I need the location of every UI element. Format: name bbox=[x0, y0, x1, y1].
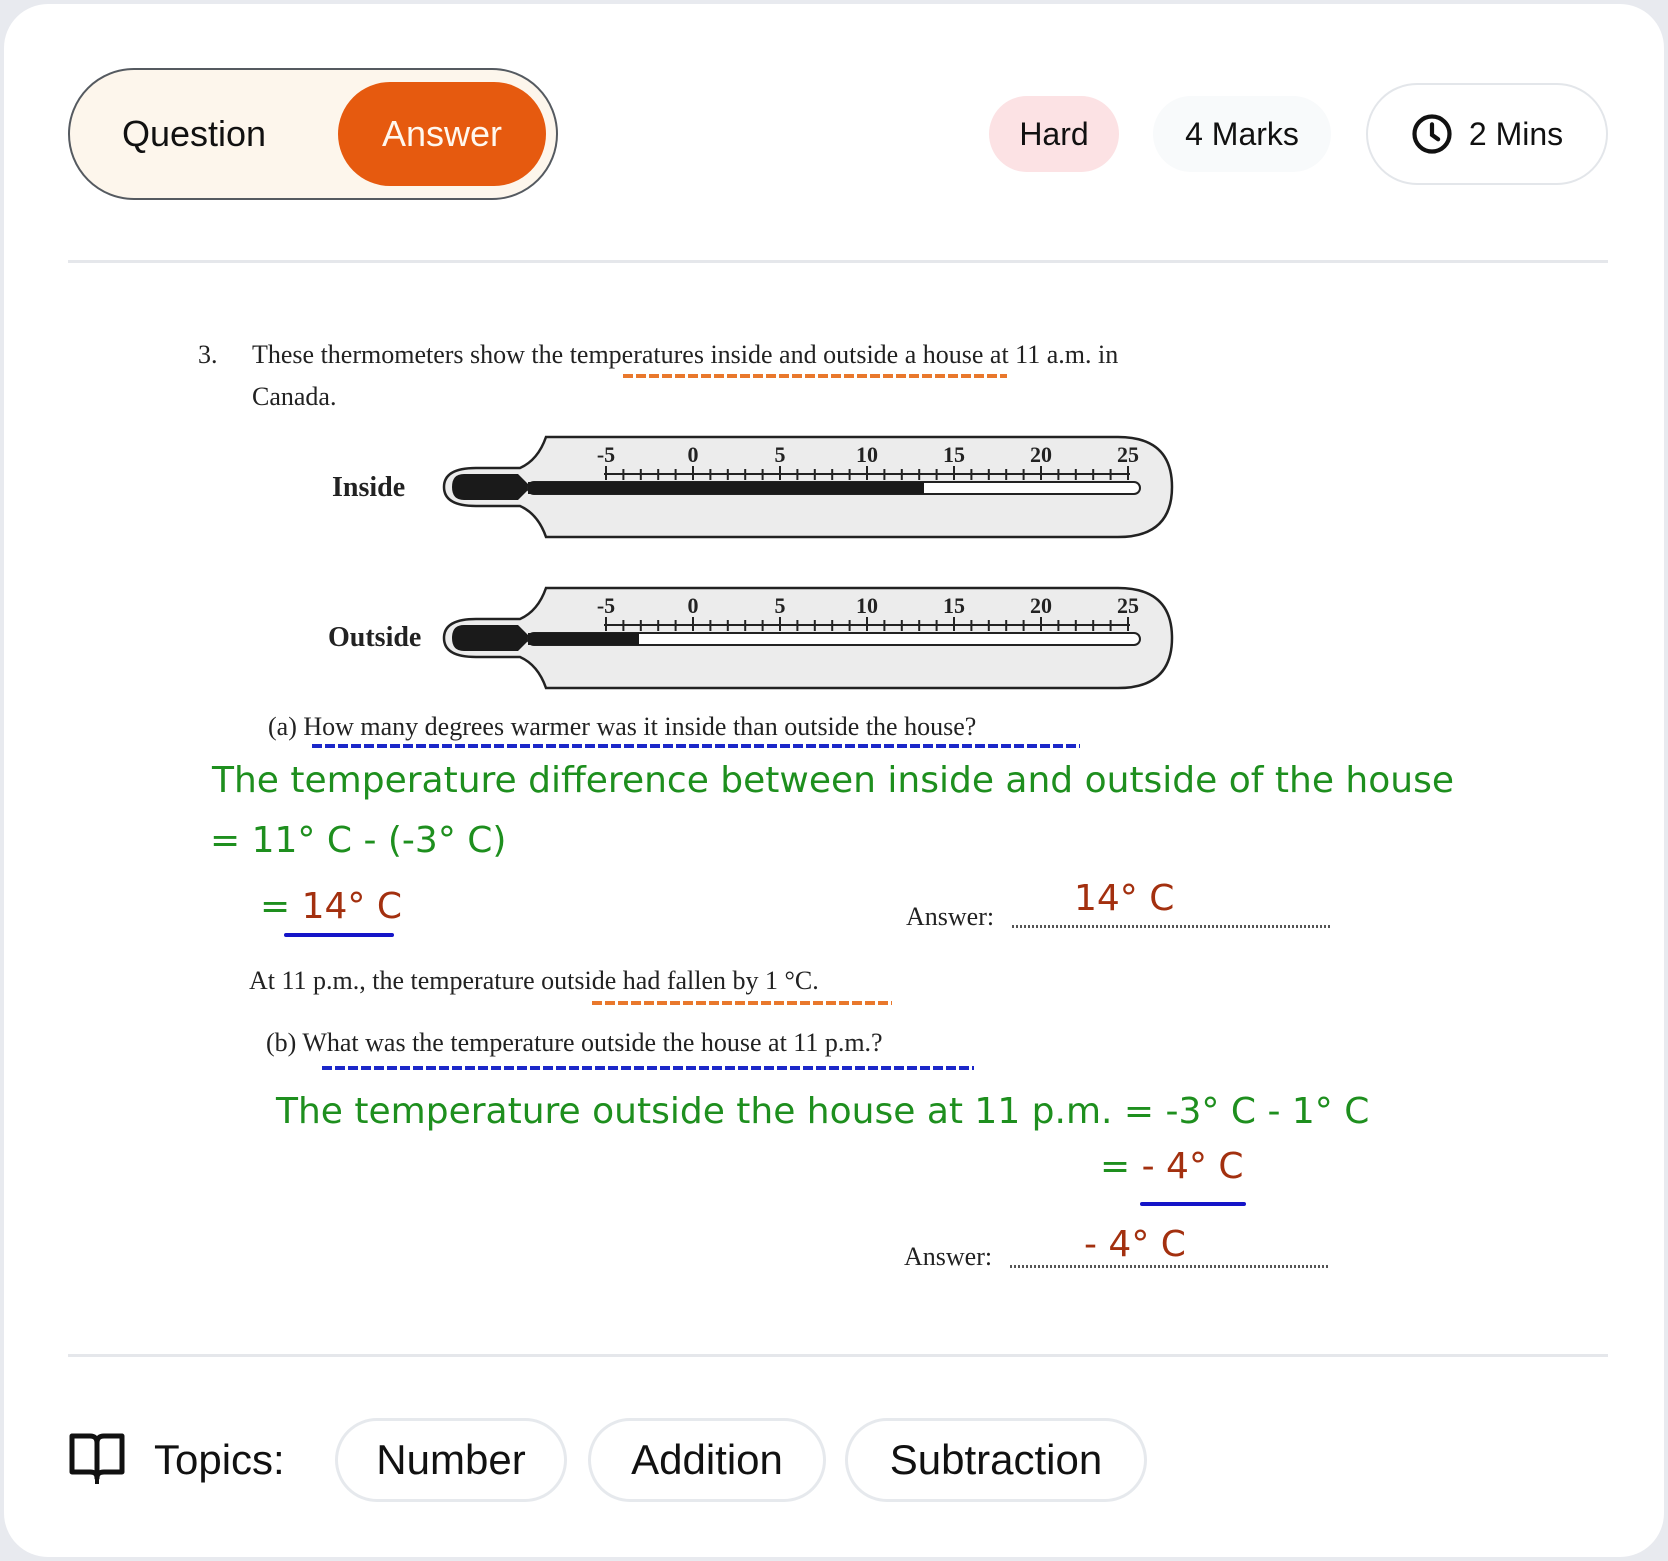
part-a-result: 14° C bbox=[301, 886, 402, 927]
topic-chip-number[interactable]: Number bbox=[335, 1418, 567, 1502]
scale-label: 20 bbox=[1030, 593, 1052, 618]
result-underline bbox=[1140, 1202, 1246, 1206]
scale-label: 25 bbox=[1117, 593, 1139, 618]
highlight-underline bbox=[312, 744, 1080, 748]
part-a-working-1: The temperature difference between inside and outside of the house bbox=[212, 760, 1454, 801]
scale-label: 15 bbox=[943, 593, 965, 618]
marks-badge: 4 Marks bbox=[1153, 96, 1331, 172]
scale-label: 10 bbox=[856, 593, 878, 618]
question-card bbox=[4, 4, 1664, 1557]
part-b-working-2: = - 4° C bbox=[1100, 1146, 1244, 1187]
part-b-working-1: The temperature outside the house at 11 p.m. = -3° C - 1° C bbox=[276, 1091, 1370, 1132]
part-b-result: - 4° C bbox=[1141, 1146, 1244, 1187]
part-a-answer-label: Answer: bbox=[906, 902, 995, 931]
info-text: At 11 p.m., the temperature outside had fallen by 1 °C. bbox=[249, 966, 819, 995]
inside-thermometer bbox=[438, 434, 1178, 540]
scale-label: 25 bbox=[1117, 442, 1139, 467]
topic-chip-addition[interactable]: Addition bbox=[588, 1418, 826, 1502]
topic-chip-subtraction[interactable]: Subtraction bbox=[845, 1418, 1147, 1502]
highlight-underline bbox=[592, 1001, 892, 1005]
scale-label: -5 bbox=[596, 442, 616, 467]
inside-label: Inside bbox=[332, 472, 406, 503]
answer-line bbox=[1010, 1265, 1328, 1268]
answer-tab[interactable]: Answer bbox=[338, 82, 546, 186]
part-a-answer: 14° C bbox=[1074, 878, 1175, 919]
difficulty-badge: Hard bbox=[989, 96, 1119, 172]
part-b-prompt: (b) What was the temperature outside the house at 11 p.m.? bbox=[266, 1028, 883, 1057]
part-b-answer: - 4° C bbox=[1084, 1224, 1186, 1265]
outside-label: Outside bbox=[328, 622, 422, 653]
scale-label: 5 bbox=[774, 442, 786, 467]
question-number: 3. bbox=[198, 340, 218, 369]
question-intro-cont: Canada. bbox=[252, 382, 337, 411]
scale-label: 0 bbox=[687, 442, 699, 467]
answer-document bbox=[4, 4, 1664, 1557]
result-underline bbox=[284, 933, 394, 937]
scale-label: 0 bbox=[687, 593, 699, 618]
book-icon bbox=[68, 1432, 126, 1486]
topics-label: Topics: bbox=[154, 1436, 285, 1483]
part-b-answer-label: Answer: bbox=[904, 1242, 993, 1271]
question-intro: These thermometers show the temperatures inside and outside a house at 11 a.m. in bbox=[252, 340, 1119, 369]
part-a-prompt: (a) How many degrees warmer was it inside than outside the house? bbox=[268, 712, 977, 741]
scale-label: 10 bbox=[856, 442, 878, 467]
scale-label: -5 bbox=[596, 593, 616, 618]
divider bbox=[68, 1354, 1608, 1357]
highlight-underline bbox=[623, 374, 1007, 378]
highlight-underline bbox=[322, 1066, 974, 1070]
answer-line bbox=[1012, 925, 1330, 928]
part-a-working-2: = 11° C - (-3° C) bbox=[210, 820, 507, 861]
question-tab[interactable]: Question bbox=[121, 113, 267, 154]
scale-label: 5 bbox=[774, 593, 786, 618]
outside-thermometer bbox=[438, 585, 1178, 691]
scale-label: 20 bbox=[1030, 442, 1052, 467]
part-a-working-3: = 14° C bbox=[260, 886, 402, 927]
time-label: 2 Mins bbox=[1468, 115, 1564, 152]
scale-label: 15 bbox=[943, 442, 965, 467]
